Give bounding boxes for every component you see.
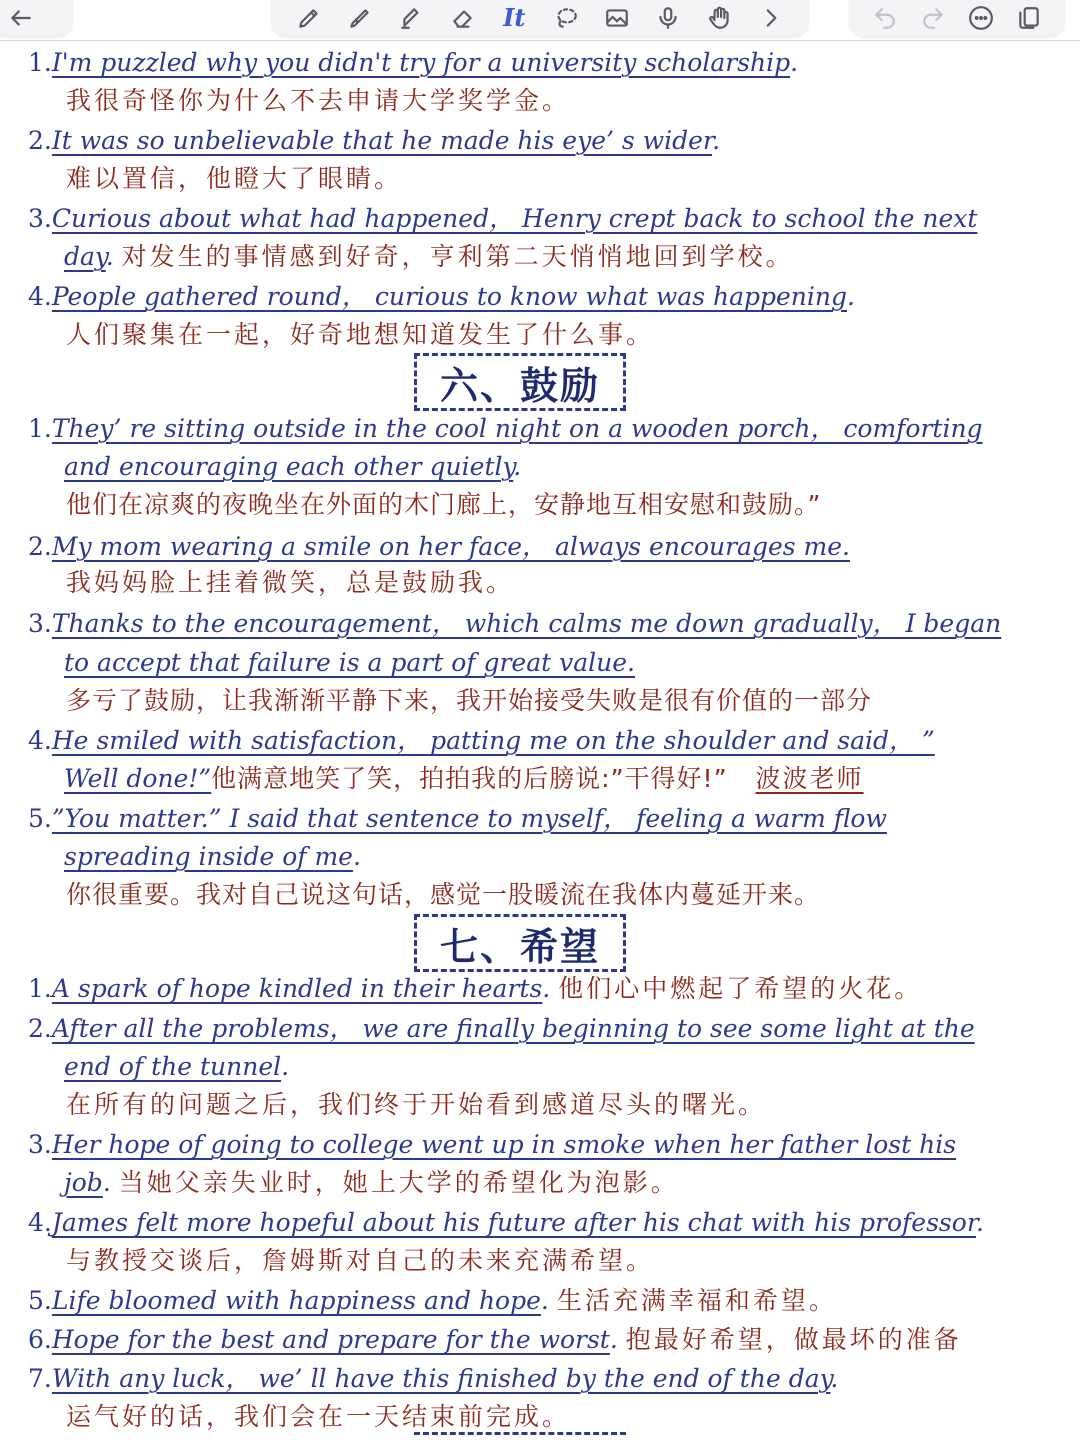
- sentence-line: [0, 46, 1080, 80]
- chinese-translation: 与教授交谈后，詹姆斯对自己的未来充满希望。: [66, 1246, 655, 1275]
- item-number: 3.: [28, 204, 52, 233]
- chinese-translation: 抱最好希望，做最坏的准备: [625, 1325, 962, 1354]
- punctuation: .: [830, 1364, 839, 1393]
- english-sentence: Life bloomed with happiness and hope: [51, 1286, 541, 1315]
- punctuation: .: [105, 242, 122, 271]
- punctuation: .: [712, 126, 721, 155]
- chinese-translation: 对发生的事情感到好奇，亨利第二天悄悄地回到学校。: [121, 242, 794, 271]
- english-sentence: After all the problems， we are finally beginning to see some light at the: [51, 1014, 975, 1043]
- punctuation: .: [102, 1168, 119, 1197]
- english-sentence: ”You matter.” I said that sentence to myself， feeling a warm flow: [51, 804, 887, 833]
- item-number: 3.: [28, 609, 52, 638]
- english-sentence: My mom wearing a smile on her face， always encourages me.: [51, 532, 850, 561]
- section-heading-encouragement: 六、鼓励: [414, 353, 626, 411]
- translation-line: [0, 1244, 1080, 1278]
- translation-line: [0, 566, 1080, 600]
- punctuation: .: [542, 974, 559, 1003]
- back-group: [0, 0, 72, 36]
- punctuation: .: [352, 842, 361, 871]
- chinese-translation: 在所有的问题之后，我们终于开始看到感道尽头的曙光。: [66, 1090, 767, 1119]
- english-sentence: to accept that failure is a part of great value.: [64, 648, 635, 677]
- punctuation: .: [790, 48, 799, 77]
- chevron-right-icon[interactable]: [758, 5, 784, 31]
- chinese-translation: 生活充满幸福和希望。: [556, 1286, 837, 1315]
- item-number: 2.: [28, 532, 52, 561]
- sentence-line: [0, 1206, 1080, 1240]
- english-sentence: He smiled with satisfaction， patting me on the shoulder and said， ”: [51, 726, 935, 755]
- sentence-line: [0, 412, 1080, 446]
- next-section-heading-edge: [414, 1432, 626, 1452]
- drawing-tools: [272, 0, 808, 36]
- section-heading-hope: 七、希望: [414, 914, 626, 972]
- english-sentence: A spark of hope kindled in their hearts: [51, 974, 543, 1003]
- highlighter-icon[interactable]: [399, 5, 425, 31]
- hand-icon[interactable]: [707, 5, 733, 31]
- english-sentence: Curious about what had happened， Henry crept back to school the next: [51, 204, 978, 233]
- english-sentence: job: [64, 1168, 103, 1197]
- back-arrow-icon[interactable]: [8, 5, 34, 31]
- chinese-translation: 人们聚集在一起，好奇地想知道发生了什么事。: [66, 320, 655, 349]
- sentence-line: [0, 124, 1080, 158]
- translation-line: [0, 318, 1080, 352]
- item-number: 3.: [28, 1130, 52, 1159]
- chinese-translation: 难以置信，他瞪大了眼睛。: [66, 164, 403, 193]
- chinese-translation: 他们在凉爽的夜晚坐在外面的木门廊上，安静地互相安慰和鼓励。”: [66, 490, 822, 519]
- english-sentence: Well done!”: [64, 764, 212, 793]
- english-sentence: Hope for the best and prepare for the worst: [51, 1325, 610, 1354]
- more-icon[interactable]: [968, 5, 994, 31]
- english-sentence: end of the tunnel: [64, 1052, 282, 1081]
- sentence-line: [0, 646, 1080, 680]
- english-sentence: It was so unbelievable that he made his eye’ s wider: [51, 126, 713, 155]
- microphone-icon[interactable]: [655, 5, 681, 31]
- translation-line: [0, 488, 1080, 522]
- item-number: 4.: [28, 726, 52, 755]
- sentence-line: [0, 724, 1080, 758]
- english-sentence: They’ re sitting outside in the cool night on a wooden porch， comforting: [51, 414, 983, 443]
- punctuation: .: [847, 282, 855, 311]
- item-number: 7.: [28, 1364, 52, 1393]
- undo-icon[interactable]: [872, 5, 898, 31]
- sentence-line: [0, 202, 1080, 236]
- chinese-translation: 我很奇怪你为什么不去申请大学奖学金。: [66, 86, 571, 115]
- sentence-line: [0, 1362, 1080, 1396]
- chinese-translation: 当她父亲失业时，她上大学的希望化为泡影。: [118, 1168, 679, 1197]
- sentence-line: [0, 1050, 1080, 1084]
- item-number: 4.: [28, 282, 52, 311]
- sentence-line: [0, 450, 1080, 484]
- translation-line: [0, 1400, 1080, 1434]
- text-tool-icon[interactable]: It: [503, 3, 526, 32]
- translation-line: [0, 84, 1080, 118]
- image-icon[interactable]: [604, 5, 630, 31]
- english-sentence: With any luck， we’ ll have this finished by the end of the day: [51, 1364, 831, 1393]
- sentence-line: [0, 1012, 1080, 1046]
- sentence-line: [0, 802, 1080, 836]
- sentence-line: [0, 607, 1080, 641]
- punctuation: .: [513, 452, 522, 481]
- item-number: 2.: [28, 126, 52, 155]
- sentence-line: [0, 762, 1080, 796]
- pages-icon[interactable]: [1016, 5, 1042, 31]
- sentence-line: [0, 1323, 1080, 1357]
- punctuation: .: [609, 1325, 626, 1354]
- sentence-line: [0, 1128, 1080, 1162]
- punctuation: .: [281, 1052, 290, 1081]
- item-number: 4.: [28, 1208, 52, 1237]
- pen-icon[interactable]: [296, 5, 322, 31]
- redo-icon[interactable]: [920, 5, 946, 31]
- translation-line: [0, 162, 1080, 196]
- chinese-translation: 他们心中燃起了希望的火花。: [558, 974, 923, 1003]
- english-sentence: Thanks to the encouragement， which calms me down gradually， I began: [51, 609, 1002, 638]
- lasso-icon[interactable]: [553, 5, 579, 31]
- chinese-translation: 运气好的话，我们会在一天结束前完成。: [66, 1402, 571, 1431]
- author-signature: 波波老师: [755, 764, 864, 793]
- sentence-line: [0, 240, 1080, 274]
- toolbar-divider: [0, 40, 1080, 41]
- top-toolbar: [0, 0, 1080, 40]
- item-number: 5.: [28, 1286, 52, 1315]
- item-number: 1.: [28, 48, 52, 77]
- english-sentence: I'm puzzled why you didn't try for a university scholarship: [51, 48, 791, 77]
- translation-line: [0, 684, 1080, 718]
- chinese-translation: 我妈妈脸上挂着微笑，总是鼓励我。: [66, 568, 515, 597]
- item-number: 1.: [28, 974, 52, 1003]
- english-sentence: People gathered round， curious to know what was happening: [51, 282, 848, 311]
- item-number: 6.: [28, 1325, 52, 1354]
- english-sentence: James felt more hopeful about his future after his chat with his professor: [51, 1208, 977, 1237]
- english-sentence: day: [64, 242, 106, 271]
- item-number: 1.: [28, 414, 52, 443]
- sentence-line: [0, 972, 1080, 1006]
- sentence-line: [0, 1284, 1080, 1318]
- sentence-line: [0, 1166, 1080, 1200]
- english-sentence: and encouraging each other quietly: [64, 452, 514, 481]
- sentence-line: [0, 280, 1080, 314]
- punctuation: .: [540, 1286, 557, 1315]
- translation-line: [0, 878, 1080, 912]
- translation-line: [0, 1088, 1080, 1122]
- sentence-line: [0, 530, 1080, 564]
- document-actions: [850, 0, 1064, 36]
- pencil-icon[interactable]: [347, 5, 373, 31]
- english-sentence: Her hope of going to college went up in smoke when her father lost his: [51, 1130, 957, 1159]
- sentence-line: [0, 840, 1080, 874]
- eraser-icon[interactable]: [450, 5, 476, 31]
- item-number: 5.: [28, 804, 52, 833]
- chinese-translation: 多亏了鼓励，让我渐渐平静下来，我开始接受失败是很有价值的一部分: [66, 686, 873, 715]
- chinese-translation: 他满意地笑了笑，拍拍我的后膀说:”干得好!”: [211, 764, 728, 793]
- english-sentence: spreading inside of me: [64, 842, 353, 871]
- item-number: 2.: [28, 1014, 52, 1043]
- chinese-translation: 你很重要。我对自己说这句话，感觉一股暖流在我体内蔓延开来。: [66, 880, 821, 909]
- punctuation: .: [976, 1208, 984, 1237]
